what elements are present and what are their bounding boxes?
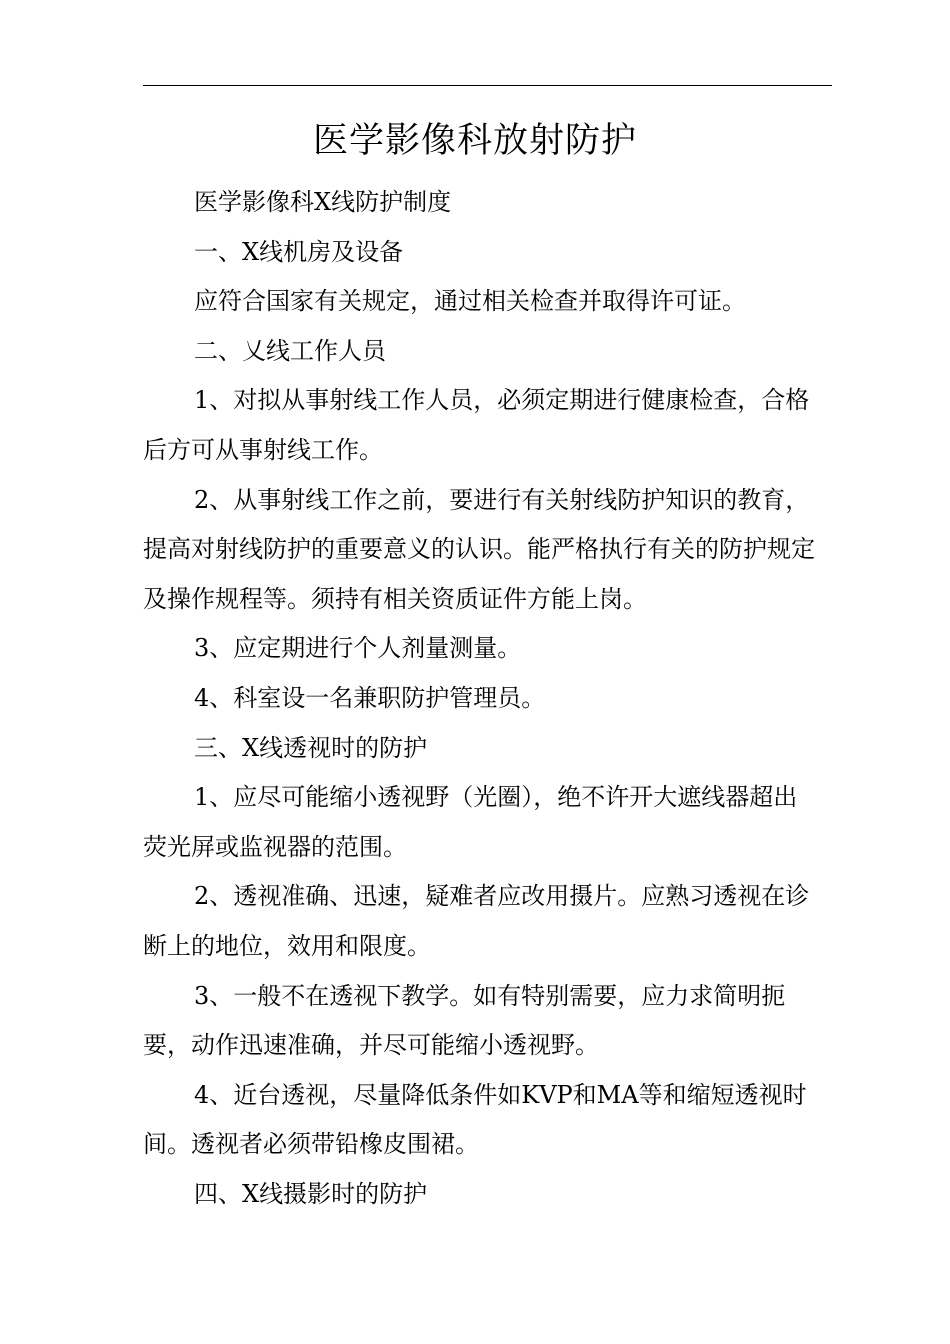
body-line: 及操作规程等。须持有相关资质证件方能上岗。 <box>143 584 647 613</box>
body-line: 间。透视者必须带铅橡皮围裙。 <box>143 1130 479 1159</box>
body-line: 2、从事射线工作之前，要进行有关射线防护知识的教育， <box>194 485 810 514</box>
body-line: 二、乂线工作人员 <box>194 336 386 365</box>
body-line: 2、透视准确、迅速，疑难者应改用摄片。应熟习透视在诊 <box>194 882 810 911</box>
document-title: 医学影像科放射防护 <box>312 121 637 161</box>
body-line: 要，动作迅速准确，并尽可能缩小透视野。 <box>143 1031 599 1060</box>
body-line: 四、X线摄影时的防护 <box>194 1179 428 1208</box>
body-line: 1、对拟从事射线工作人员，必须定期进行健康检查，合格 <box>194 386 810 415</box>
header-rule <box>143 85 832 86</box>
body-line: 1、应尽可能缩小透视野（光圈），绝不许开大遮线器超出 <box>194 783 798 812</box>
body-line: 4、近台透视，尽量降低条件如KVP和MA等和缩短透视时 <box>194 1080 807 1109</box>
body-line: 荧光屏或监视器的范围。 <box>143 832 407 861</box>
body-line: 提高对射线防护的重要意义的认识。能严格执行有关的防护规定 <box>143 535 815 564</box>
body-line: 4、科室设一名兼职防护管理员。 <box>194 683 546 712</box>
body-line: 一、X线机房及设备 <box>194 237 404 266</box>
body-line: 后方可从事射线工作。 <box>143 435 383 464</box>
body-line: 三、X线透视时的防护 <box>194 733 428 762</box>
body-line: 医学影像科X线防护制度 <box>194 188 452 216</box>
body-line: 3、应定期进行个人剂量测量。 <box>194 634 522 663</box>
body-line: 断上的地位，效用和限度。 <box>143 931 431 960</box>
body-line: 3、一般不在透视下教学。如有特别需要，应力求简明扼 <box>194 981 786 1010</box>
body-line: 应符合国家有关规定，通过相关检查并取得许可证。 <box>194 287 746 316</box>
document-body <box>143 178 832 1219</box>
